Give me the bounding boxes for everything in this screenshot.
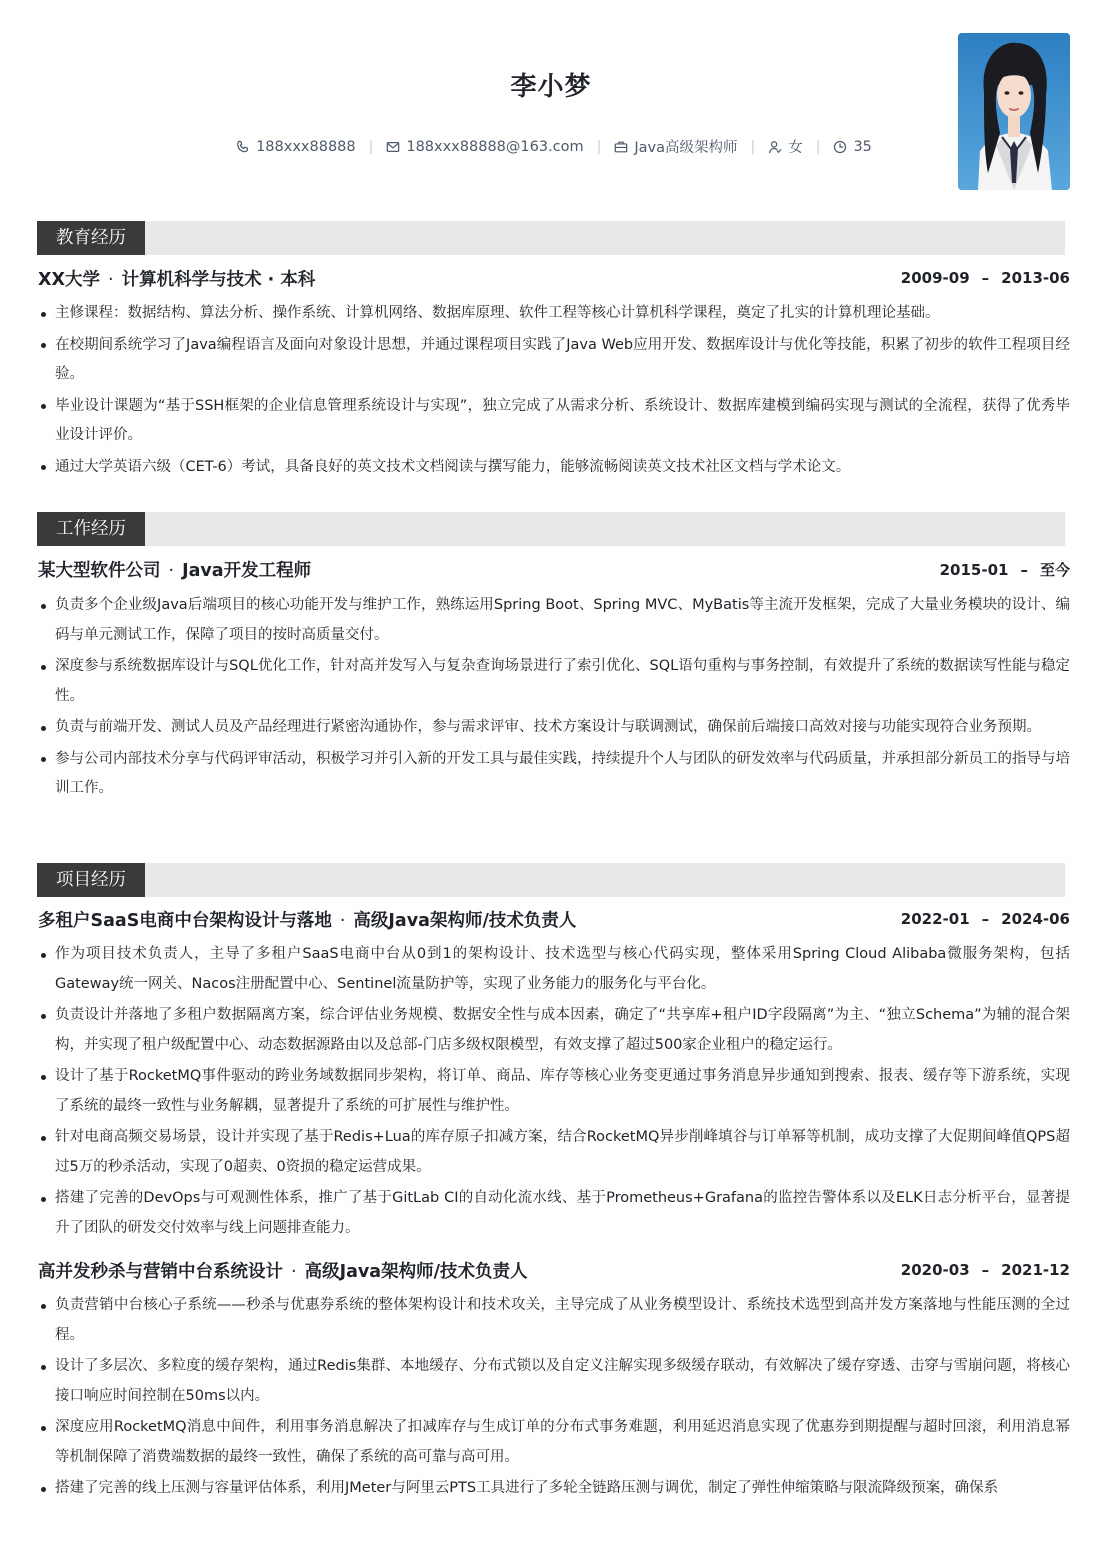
- gender-text: 女: [788, 140, 803, 156]
- contact-gender: [768, 136, 803, 157]
- date-start: 2015-01: [939, 560, 1009, 579]
- candidate-name: 李小梦: [510, 72, 592, 102]
- item-date: [901, 269, 1070, 287]
- bullet-list: [38, 591, 1070, 806]
- item-title: [38, 266, 315, 291]
- date-dash: –: [1020, 560, 1028, 579]
- item-org: 某大型软件公司: [38, 560, 161, 581]
- date-dash: –: [981, 1261, 990, 1279]
- item-role: 高级Java架构师/技术负责人: [353, 910, 577, 931]
- date-start: 2020-03: [900, 1261, 970, 1279]
- contact-phone: [236, 139, 356, 155]
- contact-job: [614, 136, 737, 157]
- list-item: 主修课程：数据结构、算法分析、操作系统、计算机网络、数据库原理、软件工程等核心计算机科学课程，奠定了扎实的计算机理论基础。: [38, 299, 1070, 329]
- list-item: 针对电商高频交易场景，设计并实现了基于Redis+Lua的库存原子扣减方案，结合RocketMQ异步削峰填谷与订单幂等机制，成功支撑了大促期间峰值QPS超过5万的秒杀活动，实现了0超卖、0资损的稳定运营成果。: [38, 1123, 1070, 1182]
- divider: |: [815, 138, 821, 155]
- list-item: 搭建了完善的线上压测与容量评估体系，利用JMeter与阿里云PTS工具进行了多轮全链路压测与调优，制定了弹性伸缩策略与限流降级预案，确保系: [38, 1474, 1070, 1504]
- contact-bar: [0, 136, 1102, 157]
- divider: |: [596, 138, 602, 155]
- section-header-education: [37, 221, 1065, 255]
- person-icon: [768, 140, 782, 154]
- date-end: 至今: [1039, 560, 1070, 579]
- dot-separator: ·: [168, 560, 175, 581]
- item-org: 多租户SaaS电商中台架构设计与落地: [38, 910, 332, 931]
- section-title: 项目经历: [37, 863, 145, 897]
- item-date: [901, 1261, 1070, 1279]
- briefcase-icon: [614, 140, 628, 154]
- bullet-list: [38, 940, 1070, 1245]
- contact-age: [833, 139, 871, 155]
- item-header: [38, 265, 1070, 291]
- item-header: [38, 556, 1070, 582]
- bullet-list: [38, 1291, 1070, 1506]
- phone-text: 188xxx88888: [256, 138, 356, 155]
- item-title: [38, 557, 311, 582]
- list-item: 毕业设计课题为“基于SSH框架的企业信息管理系统设计与实现”，独立完成了从需求分析、系统设计、数据库建模到编码实现与测试的全流程，获得了优秀毕业设计评价。: [38, 392, 1070, 451]
- date-end: 2013-06: [1001, 269, 1070, 287]
- item-date: [901, 910, 1070, 928]
- date-dash: –: [981, 269, 990, 287]
- item-header: [38, 1257, 1070, 1283]
- divider: |: [750, 138, 756, 155]
- divider: |: [368, 138, 374, 155]
- profile-photo: [958, 33, 1070, 190]
- list-item: 在校期间系统学习了Java编程语言及面向对象设计思想，并通过课程项目实践了Java Web应用开发、数据库设计与优化等技能，积累了初步的软件工程项目经验。: [38, 331, 1070, 390]
- section-header-projects: [37, 863, 1065, 897]
- item-date: [940, 559, 1070, 580]
- age-text: 35: [853, 138, 872, 155]
- item-title: [38, 1258, 528, 1283]
- item-title: [38, 907, 576, 932]
- section-title: 工作经历: [37, 512, 145, 546]
- dot-separator: ·: [108, 269, 114, 290]
- list-item: 参与公司内部技术分享与代码评审活动，积极学习并引入新的开发工具与最佳实践，持续提升个人与团队的研发效率与代码质量，并承担部分新员工的指导与培训工作。: [38, 745, 1070, 804]
- dot-separator: ·: [339, 910, 346, 931]
- email-text: 188xxx88888@163.com: [406, 138, 584, 155]
- list-item: 深度应用RocketMQ消息中间件，利用事务消息解决了扣减库存与生成订单的分布式事务难题，利用延迟消息实现了优惠券到期提醒与超时回滚，利用消息幂等机制保障了消费端数据的最终一致性，确保了系统的高可靠与高可用。: [38, 1413, 1070, 1472]
- date-dash: –: [981, 910, 990, 928]
- item-role: 计算机科学与技术 · 本科: [121, 269, 316, 290]
- list-item: 深度参与系统数据库设计与SQL优化工作，针对高并发写入与复杂查询场景进行了索引优化、SQL语句重构与事务控制，有效提升了系统的数据读写性能与稳定性。: [38, 652, 1070, 711]
- item-header: [38, 906, 1070, 932]
- job-text: Java高级架构师: [634, 140, 738, 156]
- dot-separator: ·: [291, 1261, 297, 1282]
- list-item: 设计了多层次、多粒度的缓存架构，通过Redis集群、本地缓存、分布式锁以及自定义注解实现多级缓存联动，有效解决了缓存穿透、击穿与雪崩问题，将核心接口响应时间控制在50ms以内。: [38, 1352, 1070, 1411]
- item-org: 高并发秒杀与营销中台系统设计: [38, 1261, 283, 1282]
- date-start: 2009-09: [900, 269, 970, 287]
- section-title: 教育经历: [37, 221, 145, 255]
- list-item: 负责设计并落地了多租户数据隔离方案，综合评估业务规模、数据安全性与成本因素，确定了“共享库+租户ID字段隔离”为主、“独立Schema”为辅的混合架构，并实现了租户级配置中心、动态数据源路由以及总部-门店多级权限模型，有效支撑了超过500家企业租户的稳定运行。: [38, 1001, 1070, 1060]
- bullet-list: [38, 299, 1070, 484]
- list-item: 负责与前端开发、测试人员及产品经理进行紧密沟通协作，参与需求评审、技术方案设计与联调测试，确保前后端接口高效对接与功能实现符合业务预期。: [38, 713, 1070, 743]
- item-org: XX大学: [38, 269, 100, 290]
- item-role: 高级Java架构师/技术负责人: [304, 1261, 528, 1282]
- phone-icon: [236, 140, 250, 154]
- list-item: 作为项目技术负责人，主导了多租户SaaS电商中台从0到1的架构设计、技术选型与核心代码实现，整体采用Spring Cloud Alibaba微服务架构，包括Gateway统一网关、Nacos注册配置中心、Sentinel流量防护等，实现了业务能力的服务化与平台化。: [38, 940, 1070, 999]
- date-end: 2021-12: [1001, 1261, 1070, 1279]
- list-item: 通过大学英语六级（CET-6）考试，具备良好的英文技术文档阅读与撰写能力，能够流畅阅读英文技术社区文档与学术论文。: [38, 453, 1070, 483]
- list-item: 搭建了完善的DevOps与可观测性体系，推广了基于GitLab CI的自动化流水线、基于Prometheus+Grafana的监控告警体系以及ELK日志分析平台，显著提升了团队的研发交付效率与线上问题排查能力。: [38, 1184, 1070, 1243]
- date-end: 2024-06: [1001, 910, 1070, 928]
- list-item: 设计了基于RocketMQ事件驱动的跨业务域数据同步架构，将订单、商品、库存等核心业务变更通过事务消息异步通知到搜索、报表、缓存等下游系统，实现了系统的最终一致性与业务解耦，显著提升了系统的可扩展性与维护性。: [38, 1062, 1070, 1121]
- item-role: Java开发工程师: [182, 560, 312, 581]
- date-start: 2022-01: [900, 910, 970, 928]
- mail-icon: [386, 140, 400, 154]
- list-item: 负责多个企业级Java后端项目的核心功能开发与维护工作，熟练运用Spring Boot、Spring MVC、MyBatis等主流开发框架，完成了大量业务模块的设计、编码与单元测试工作，保障了项目的按时高质量交付。: [38, 591, 1070, 650]
- section-header-work: [37, 512, 1065, 546]
- list-item: 负责营销中台核心子系统——秒杀与优惠券系统的整体架构设计和技术攻关，主导完成了从业务模型设计、系统技术选型到高并发方案落地与性能压测的全过程。: [38, 1291, 1070, 1350]
- clock-icon: [833, 140, 847, 154]
- contact-email: [386, 139, 583, 155]
